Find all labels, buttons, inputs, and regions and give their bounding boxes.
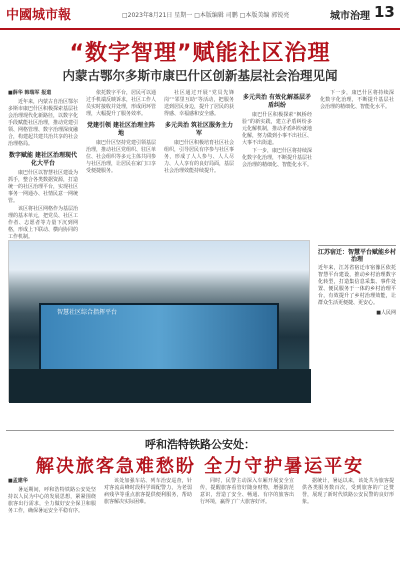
section-heading: 多元共治 有效化解基层矛盾纠纷 xyxy=(242,94,312,109)
screen-title: 智慧社区综合指挥平台 xyxy=(57,309,118,316)
story2-column-1 xyxy=(8,478,96,572)
sidebar-credit: ■人民网 xyxy=(376,310,396,316)
section-heading: 党建引领 建社区治理主阵地 xyxy=(86,122,156,137)
section-heading: 多元共治 筑社区服务主力军 xyxy=(164,122,234,137)
paragraph: 该区将社区网格作为基层治理的基本单元，把党员、社区工作者、志愿者等力量下沉到网格，形成上下联动、横向协同的工作机制。 xyxy=(8,206,79,240)
paragraph: 该处加强车站、列车治安巡查，针对客流高峰时段科学调配警力，为老弱病残孕等重点旅客提供便利服务，帮助旅客解决实际困难。 xyxy=(104,478,192,505)
story-column-4 xyxy=(242,90,312,235)
second-kicker: 呼和浩特铁路公安处： xyxy=(145,438,255,451)
sidebar-story xyxy=(318,245,396,405)
story2-column-2 xyxy=(104,478,192,572)
section-heading: 数字赋能 建社区治理现代化大平台 xyxy=(8,152,78,167)
page-number: 13 xyxy=(374,3,395,21)
story-divider xyxy=(6,430,394,431)
paragraph: 暑运期间，呼和浩特铁路公安处坚持以人民为中心的发展思想，紧紧围绕旅客出行需求，全力做好安全保卫和服务工作，确保暑运安全平稳有序。 xyxy=(8,487,96,514)
paragraph: 社区通过开展“党员先锋岗”“邻里互助”等活动，把服务送到居民身边，提升了居民的获得感、幸福感和安全感。 xyxy=(164,90,235,117)
paragraph: 下一步，康巴什区将持续深化数字化治理，不断提升基层社会治理的精细化、智能化水平。 xyxy=(320,90,394,110)
sidebar-title: 江苏宿迁：智慧平台赋能乡村治理 xyxy=(318,249,397,263)
story-column-2 xyxy=(86,90,156,235)
byline: ■孟建华 xyxy=(8,478,28,484)
story2-column-3 xyxy=(200,478,294,572)
paragraph: 康巴什区坚持党建引领基层治理，推动社区党组织、驻区单位、社会组织等多元主体共同参与社区治理，让居民在家门口享受便捷服务。 xyxy=(86,140,157,174)
control-desk xyxy=(9,369,311,403)
paragraph: 下一步，康巴什区将持续深化数字化治理，不断提升基层社会治理的精细化、智能化水平。 xyxy=(242,148,313,168)
masthead xyxy=(0,0,400,30)
section-title: 城市治理 xyxy=(330,11,370,22)
paragraph: 据统计，暑运以来，该处共为旅客提供各类服务数百次，受到旅客的广泛赞誉，展现了新时代铁路公安民警的良好形象。 xyxy=(302,478,394,505)
story-column-5 xyxy=(320,90,394,235)
paragraph: 康巴什区积极探索“枫桥经验”的新实践，建立矛盾纠纷多元化解机制，推动矛盾纠纷就地化解，努力做到小事不出社区、大事不出街道。 xyxy=(242,112,313,146)
main-headline: “数字智理”赋能社区治理 xyxy=(69,41,331,66)
paragraph: 依托数字平台，居民可以通过手机端反映诉求，社区工作人员实时接收并处理，形成闭环管理，大幅提升了服务效率。 xyxy=(86,90,157,117)
paragraph: 近年来，内蒙古自治区鄂尔多斯市康巴什区积极探索基层社会治理现代化新路径，以数字化手段赋能社区治理，推动党建引领、网格管理、数字治理深度融合，构建起共建共治共享的社会治理格局。 xyxy=(8,99,79,147)
newspaper-logo: 中國城市報 xyxy=(6,8,72,23)
byline: ■薛华 韩瑞军 报道 xyxy=(8,90,52,96)
story2-column-4 xyxy=(302,478,394,572)
story-column-1 xyxy=(8,90,79,240)
story-column-3 xyxy=(164,90,234,235)
sidebar-text: 近年来，江苏省宿迁市宿豫区依托智慧平台建设，推动乡村治理数字化转型，打造集信息采集、事件处置、便民服务于一体的乡村治理平台，有效提升了乡村治理效能，让群众生活更便捷、更安心。 xyxy=(318,265,396,306)
news-photo xyxy=(8,240,310,402)
main-subhead: 内蒙古鄂尔多斯市康巴什区创新基层社会治理见闻 xyxy=(62,68,338,83)
paragraph: 同时，民警主动深入车厢开展安全宣传，提醒旅客看管好随身财物，增强防范意识，营造了安全、畅通、有序的旅客出行环境，赢得了广大旅客好评。 xyxy=(200,478,294,505)
issue-line: □2023年8月21日 星期一 □本版编辑 司鹏 □本版美编 郭锐亮 xyxy=(122,12,290,19)
second-headline: 解决旅客急难愁盼 全力守护暑运平安 xyxy=(35,456,365,477)
paragraph: 康巴什区积极培育社区社会组织，引导居民有序参与社区事务，形成了人人参与、人人尽力、人人享有的良好局面，基层社会治理效能持续提升。 xyxy=(164,140,235,174)
paragraph: 康巴什区以智慧社区建设为抓手，整合各类数据资源，打造统一的社区治理平台，实现社区事务一网通办、社情民意一网统管。 xyxy=(8,170,79,204)
